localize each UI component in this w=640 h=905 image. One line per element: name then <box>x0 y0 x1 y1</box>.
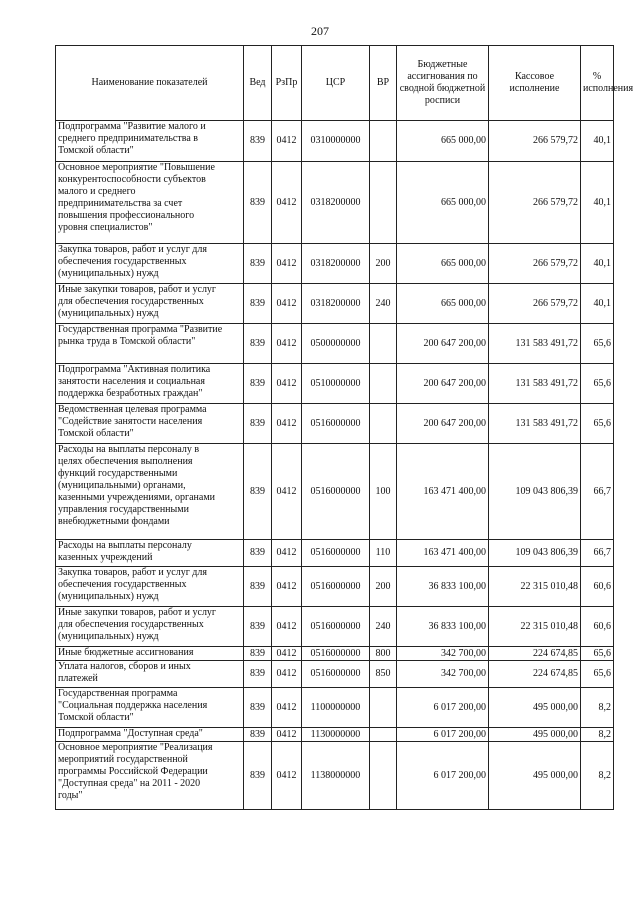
row-budget: 36 833 100,00 <box>397 607 489 647</box>
row-vr <box>370 121 397 162</box>
row-percent: 40,1 <box>581 121 614 162</box>
row-cash: 495 000,00 <box>489 742 581 810</box>
row-name: Государственная программа "Развитие рынка труда в Томской области" <box>56 324 244 364</box>
row-ved: 839 <box>244 567 272 607</box>
row-cash: 22 315 010,48 <box>489 607 581 647</box>
row-cash: 22 315 010,48 <box>489 567 581 607</box>
row-cash: 495 000,00 <box>489 728 581 742</box>
row-vr <box>370 404 397 444</box>
row-budget: 200 647 200,00 <box>397 364 489 404</box>
row-ved: 839 <box>244 728 272 742</box>
row-csr: 0500000000 <box>302 324 370 364</box>
row-vr <box>370 742 397 810</box>
row-csr: 0516000000 <box>302 567 370 607</box>
table-row <box>56 162 614 244</box>
row-percent: 8,2 <box>581 728 614 742</box>
row-name: Подпрограмма "Доступная среда" <box>56 728 244 742</box>
row-ved: 839 <box>244 540 272 567</box>
row-vr <box>370 324 397 364</box>
row-name: Основное мероприятие "Повышение конкурентоспособности субъектов малого и среднего предпринимательства за счет повышения профессионального уровня специалистов" <box>56 162 244 244</box>
budget-execution-table <box>55 45 634 810</box>
row-cash: 266 579,72 <box>489 284 581 324</box>
row-name: Расходы на выплаты персоналу в целях обеспечения выполнения функций государственными (муниципальными) органами, казенными учреждениями, органами управления государственными внебюджетными фондами <box>56 444 244 540</box>
row-name: Уплата налогов, сборов и иных платежей <box>56 661 244 688</box>
table-row <box>56 567 614 607</box>
row-rzpr: 0412 <box>272 540 302 567</box>
row-rzpr: 0412 <box>272 284 302 324</box>
header-vr: ВР <box>370 46 397 121</box>
row-rzpr: 0412 <box>272 607 302 647</box>
row-percent: 66,7 <box>581 540 614 567</box>
row-rzpr: 0412 <box>272 661 302 688</box>
row-name: Закупка товаров, работ и услуг для обеспечения государственных (муниципальных) нужд <box>56 567 244 607</box>
row-budget: 665 000,00 <box>397 284 489 324</box>
row-name: Расходы на выплаты персоналу казенных учреждений <box>56 540 244 567</box>
row-percent: 65,6 <box>581 324 614 364</box>
row-percent: 40,1 <box>581 244 614 284</box>
row-csr: 0516000000 <box>302 404 370 444</box>
row-vr <box>370 364 397 404</box>
row-ved: 839 <box>244 324 272 364</box>
row-budget: 6 017 200,00 <box>397 742 489 810</box>
row-ved: 839 <box>244 364 272 404</box>
row-csr: 1138000000 <box>302 742 370 810</box>
row-csr: 1100000000 <box>302 688 370 728</box>
table-header-row <box>56 46 614 121</box>
row-ved: 839 <box>244 742 272 810</box>
row-budget: 665 000,00 <box>397 121 489 162</box>
row-vr: 200 <box>370 244 397 284</box>
table-row <box>56 121 614 162</box>
row-csr: 0516000000 <box>302 444 370 540</box>
row-vr: 100 <box>370 444 397 540</box>
row-budget: 163 471 400,00 <box>397 444 489 540</box>
row-percent: 60,6 <box>581 607 614 647</box>
row-budget: 200 647 200,00 <box>397 324 489 364</box>
row-vr: 110 <box>370 540 397 567</box>
row-vr: 850 <box>370 661 397 688</box>
row-name: Иные закупки товаров, работ и услуг для обеспечения государственных (муниципальных) нужд <box>56 284 244 324</box>
row-rzpr: 0412 <box>272 364 302 404</box>
row-name: Иные бюджетные ассигнования <box>56 647 244 661</box>
table-row <box>56 540 614 567</box>
row-csr: 0516000000 <box>302 647 370 661</box>
row-vr: 200 <box>370 567 397 607</box>
row-rzpr: 0412 <box>272 647 302 661</box>
header-budget: Бюджетные ассигнования по сводной бюджетной росписи <box>397 46 489 121</box>
row-vr <box>370 728 397 742</box>
row-percent: 8,2 <box>581 742 614 810</box>
row-cash: 131 583 491,72 <box>489 404 581 444</box>
table-row <box>56 324 614 364</box>
row-cash: 224 674,85 <box>489 661 581 688</box>
header-name: Наименование показателей <box>56 46 244 121</box>
row-rzpr: 0412 <box>272 688 302 728</box>
row-cash: 109 043 806,39 <box>489 540 581 567</box>
row-budget: 342 700,00 <box>397 661 489 688</box>
row-ved: 839 <box>244 244 272 284</box>
row-budget: 36 833 100,00 <box>397 567 489 607</box>
row-vr: 800 <box>370 647 397 661</box>
table-row <box>56 647 614 661</box>
row-csr: 1130000000 <box>302 728 370 742</box>
row-ved: 839 <box>244 688 272 728</box>
row-ved: 839 <box>244 607 272 647</box>
table-row <box>56 404 614 444</box>
row-ved: 839 <box>244 284 272 324</box>
row-vr <box>370 162 397 244</box>
row-percent: 40,1 <box>581 284 614 324</box>
row-percent: 65,6 <box>581 647 614 661</box>
table-row <box>56 688 614 728</box>
row-csr: 0510000000 <box>302 364 370 404</box>
row-rzpr: 0412 <box>272 324 302 364</box>
row-rzpr: 0412 <box>272 742 302 810</box>
row-csr: 0318200000 <box>302 244 370 284</box>
row-ved: 839 <box>244 661 272 688</box>
row-name: Ведомственная целевая программа "Содействие занятости населения Томской области" <box>56 404 244 444</box>
row-name: Закупка товаров, работ и услуг для обеспечения государственных (муниципальных) нужд <box>56 244 244 284</box>
row-rzpr: 0412 <box>272 121 302 162</box>
row-csr: 0516000000 <box>302 607 370 647</box>
table-row <box>56 742 614 810</box>
row-csr: 0516000000 <box>302 661 370 688</box>
header-percent: % исполнения <box>581 46 614 121</box>
row-rzpr: 0412 <box>272 162 302 244</box>
row-rzpr: 0412 <box>272 444 302 540</box>
table-body <box>56 121 614 810</box>
row-percent: 66,7 <box>581 444 614 540</box>
header-csr: ЦСР <box>302 46 370 121</box>
header-cash: Кассовое исполнение <box>489 46 581 121</box>
row-rzpr: 0412 <box>272 404 302 444</box>
row-ved: 839 <box>244 444 272 540</box>
table-row <box>56 364 614 404</box>
row-budget: 6 017 200,00 <box>397 688 489 728</box>
row-csr: 0318200000 <box>302 284 370 324</box>
row-csr: 0516000000 <box>302 540 370 567</box>
row-ved: 839 <box>244 162 272 244</box>
row-budget: 200 647 200,00 <box>397 404 489 444</box>
row-name: Основное мероприятие "Реализация мероприятий государственной программы Российской Федерации "Доступная среда" на 2011 - 2020 годы" <box>56 742 244 810</box>
row-cash: 131 583 491,72 <box>489 324 581 364</box>
row-rzpr: 0412 <box>272 244 302 284</box>
row-budget: 665 000,00 <box>397 244 489 284</box>
row-rzpr: 0412 <box>272 728 302 742</box>
row-percent: 65,6 <box>581 364 614 404</box>
row-percent: 65,6 <box>581 661 614 688</box>
row-rzpr: 0412 <box>272 567 302 607</box>
row-budget: 163 471 400,00 <box>397 540 489 567</box>
page-number: 207 <box>311 24 329 38</box>
row-cash: 266 579,72 <box>489 162 581 244</box>
table-row <box>56 444 614 540</box>
header-ved: Вед <box>244 46 272 121</box>
row-vr <box>370 688 397 728</box>
row-name: Иные закупки товаров, работ и услуг для обеспечения государственных (муниципальных) нужд <box>56 607 244 647</box>
table-row <box>56 244 614 284</box>
row-cash: 495 000,00 <box>489 688 581 728</box>
row-budget: 342 700,00 <box>397 647 489 661</box>
row-name: Подпрограмма "Развитие малого и среднего предпринимательства в Томской области" <box>56 121 244 162</box>
row-budget: 665 000,00 <box>397 162 489 244</box>
row-percent: 8,2 <box>581 688 614 728</box>
table-row <box>56 661 614 688</box>
row-percent: 65,6 <box>581 404 614 444</box>
row-cash: 224 674,85 <box>489 647 581 661</box>
row-vr: 240 <box>370 284 397 324</box>
row-name: Государственная программа "Социальная поддержка населения Томской области" <box>56 688 244 728</box>
row-ved: 839 <box>244 404 272 444</box>
row-budget: 6 017 200,00 <box>397 728 489 742</box>
row-ved: 839 <box>244 121 272 162</box>
row-percent: 40,1 <box>581 162 614 244</box>
table-row <box>56 607 614 647</box>
row-csr: 0310000000 <box>302 121 370 162</box>
table-row <box>56 284 614 324</box>
row-name: Подпрограмма "Активная политика занятости населения и социальная поддержка безработных граждан" <box>56 364 244 404</box>
row-percent: 60,6 <box>581 567 614 607</box>
header-rzpr: РзПр <box>272 46 302 121</box>
table-row <box>56 728 614 742</box>
row-vr: 240 <box>370 607 397 647</box>
row-cash: 266 579,72 <box>489 121 581 162</box>
row-cash: 266 579,72 <box>489 244 581 284</box>
row-csr: 0318200000 <box>302 162 370 244</box>
row-cash: 109 043 806,39 <box>489 444 581 540</box>
row-ved: 839 <box>244 647 272 661</box>
row-cash: 131 583 491,72 <box>489 364 581 404</box>
